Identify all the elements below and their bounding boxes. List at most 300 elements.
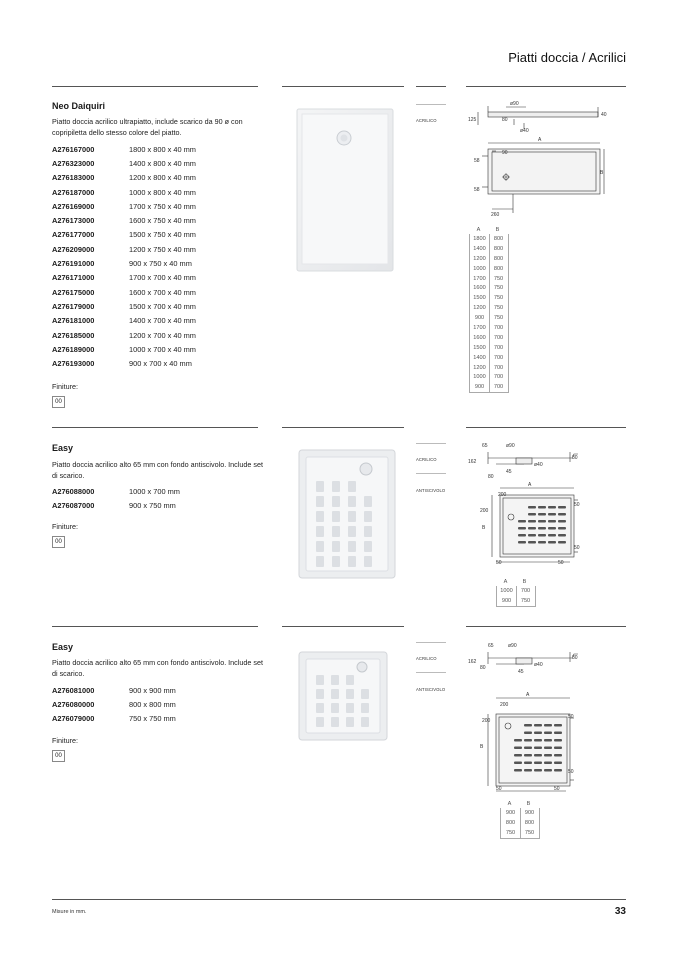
product-row (52, 356, 196, 370)
table-cell: 750 (505, 829, 516, 836)
product-code: A276081000 (52, 685, 95, 695)
product-code: A276191000 (52, 259, 95, 269)
dim-label: 200 (482, 718, 491, 724)
product-size: 800 x 800 mm (129, 699, 176, 709)
product-size: 1700 x 750 x 40 mm (129, 201, 196, 211)
table-cell: 1400 (473, 354, 486, 361)
product-code: A276080000 (52, 699, 95, 709)
table-cell: 1200 (473, 305, 486, 312)
finish-swatch[interactable]: 00 (52, 396, 65, 408)
dimension-table-header (496, 577, 536, 586)
dim-label: 50 (574, 502, 580, 508)
product-size: 1200 x 700 x 40 mm (129, 330, 196, 340)
antislip-pad (558, 506, 566, 509)
product-description: Piatto doccia acrilico alto 65 mm con fondo antiscivolo. Include set di scarico. (52, 658, 263, 678)
product-row (52, 156, 196, 170)
finish-label: Finiture: (52, 522, 78, 531)
antislip-pad (518, 527, 526, 530)
tag-material: ACRILICO (416, 457, 437, 462)
product-image-neo-daiquiri (296, 108, 394, 272)
antislip-pad (524, 754, 532, 757)
antislip-pad (554, 769, 562, 772)
antislip-pad (524, 769, 532, 772)
antislip-pad (346, 689, 354, 699)
dim-label: 65 (482, 443, 488, 449)
table-cell: 900 (524, 809, 535, 816)
antislip-pad (524, 762, 532, 765)
antislip-pad (346, 675, 354, 685)
product-size: 1500 x 700 x 40 mm (129, 301, 196, 311)
antislip-pad (316, 556, 324, 567)
dim-label: 65 (488, 643, 494, 649)
table-cell: 750 (493, 295, 504, 302)
table-cell: 1500 (473, 295, 486, 302)
antislip-pad (544, 724, 552, 727)
tag-divider (416, 642, 446, 643)
antislip-pad (544, 739, 552, 742)
product-row (52, 314, 196, 328)
antislip-pad (558, 541, 566, 544)
table-cell: 700 (493, 334, 504, 341)
dim-label: B (600, 170, 604, 176)
product-code-list (52, 142, 196, 371)
dim-label: 80 (488, 474, 494, 480)
antislip-pad (558, 520, 566, 523)
product-code: A276179000 (52, 301, 95, 311)
finish-label: Finiture: (52, 736, 78, 745)
antislip-pad (554, 754, 562, 757)
dim-label: 80 (480, 665, 486, 671)
antislip-pad (514, 754, 522, 757)
tag-divider (416, 672, 446, 673)
table-cell: 1600 (473, 285, 486, 292)
footer-note: Misure in mm. (52, 909, 87, 915)
product-code: A276169000 (52, 201, 95, 211)
product-row (52, 712, 176, 726)
product-row (52, 242, 196, 256)
dim-label: B (482, 525, 486, 531)
product-code: A276175000 (52, 287, 95, 297)
product-size: 1500 x 750 x 40 mm (129, 230, 196, 240)
antislip-pad (548, 541, 556, 544)
technical-drawing-3 (466, 640, 616, 798)
product-code: A276087000 (52, 500, 95, 510)
antislip-pad (331, 717, 339, 727)
dim-label: 162 (468, 459, 477, 465)
antislip-pad (364, 556, 372, 567)
antislip-pad (534, 732, 542, 735)
table-cell: 1200 (473, 364, 486, 371)
table-cell: 800 (493, 235, 504, 242)
product-code: A276171000 (52, 273, 95, 283)
product-row (52, 142, 196, 156)
dim-label: 50 (554, 786, 560, 792)
antislip-pad (528, 513, 536, 516)
dim-label: ø90 (506, 443, 515, 449)
dimension-table-header (469, 225, 509, 234)
antislip-pad (518, 541, 526, 544)
antislip-pad (544, 747, 552, 750)
dim-label: 200 (500, 702, 509, 708)
product-code: A276323000 (52, 158, 95, 168)
product-code: A276189000 (52, 344, 95, 354)
dim-label: 30 (572, 655, 578, 661)
table-cell: 700 (493, 324, 504, 331)
product-size: 900 x 750 mm (129, 500, 176, 510)
antislip-pad (548, 520, 556, 523)
product-row (52, 285, 196, 299)
antislip-pad (348, 556, 356, 567)
table-cell: 1800 (473, 235, 486, 242)
finish-label: Finiture: (52, 382, 78, 391)
product-size: 1400 x 800 x 40 mm (129, 158, 196, 168)
dimension-table-body (469, 234, 509, 393)
antislip-pad (514, 739, 522, 742)
dim-label: 30 (572, 455, 578, 461)
product-size: 1000 x 700 mm (129, 486, 180, 496)
product-code: A276177000 (52, 230, 95, 240)
table-cell: 700 (493, 344, 504, 351)
antislip-pad (524, 747, 532, 750)
table-cell: 900 (474, 315, 485, 322)
table-cell: 750 (493, 305, 504, 312)
antislip-pad (538, 506, 546, 509)
dim-label: ø90 (508, 643, 517, 649)
section-divider (466, 427, 626, 428)
product-size: 750 x 750 mm (129, 714, 176, 724)
antislip-pad (316, 689, 324, 699)
antislip-pad (554, 732, 562, 735)
technical-drawing-1 (466, 99, 616, 224)
antislip-pad (514, 747, 522, 750)
antislip-pad (346, 703, 354, 713)
product-row (52, 683, 176, 697)
table-cell: 1200 (473, 255, 486, 262)
section-divider (282, 626, 404, 627)
product-description: Piatto doccia acrilico ultrapiatto, include scarico da 90 ø con copripiletta dello stesso colore del piatto. (52, 117, 243, 137)
product-size: 1400 x 700 x 40 mm (129, 316, 196, 326)
antislip-pad (316, 717, 324, 727)
antislip-pad (538, 541, 546, 544)
product-row (52, 299, 196, 313)
antislip-pad (528, 506, 536, 509)
dim-label: A (528, 482, 532, 488)
antislip-pad (558, 513, 566, 516)
antislip-pad (528, 534, 536, 537)
antislip-pad (364, 541, 372, 552)
product-image-easy-square (298, 651, 388, 741)
antislip-pad (316, 511, 324, 522)
product-row (52, 484, 180, 498)
product-code: A276079000 (52, 714, 95, 724)
dimension-table (469, 225, 509, 393)
antislip-pad (332, 511, 340, 522)
dim-label: 45 (506, 469, 512, 475)
dim-label: B (480, 744, 484, 750)
product-title: Easy (52, 642, 74, 652)
dim-label: ø90 (510, 101, 519, 107)
product-row (52, 271, 196, 285)
dim-label: ø40 (520, 128, 529, 134)
dim-label: 200 (480, 508, 489, 514)
product-size: 1800 x 800 x 40 mm (129, 144, 196, 154)
antislip-pad (364, 526, 372, 537)
antislip-pad (544, 769, 552, 772)
table-cell: 1000 (473, 374, 486, 381)
antislip-pad (548, 534, 556, 537)
product-code-list (52, 683, 176, 726)
table-cell: 1400 (473, 245, 486, 252)
antislip-pad (518, 520, 526, 523)
antislip-pad (528, 541, 536, 544)
antislip-pad (361, 717, 369, 727)
antislip-pad (538, 527, 546, 530)
product-code: A276185000 (52, 330, 95, 340)
column-header: A (476, 226, 481, 233)
column-header: B (526, 800, 531, 807)
product-size: 1200 x 800 x 40 mm (129, 173, 196, 183)
antislip-pad (332, 526, 340, 537)
table-cell: 750 (493, 285, 504, 292)
dim-label: A (538, 137, 542, 143)
table-cell: 800 (493, 255, 504, 262)
antislip-pad (518, 534, 526, 537)
antislip-pad (332, 556, 340, 567)
column-header: A (503, 578, 508, 585)
product-size: 1000 x 700 x 40 mm (129, 344, 196, 354)
tag-antislip: ANTISCIVOLO (416, 488, 446, 493)
dim-label: A (526, 692, 530, 698)
antislip-pad (348, 481, 356, 492)
tag-material: ACRILICO (416, 656, 437, 661)
antislip-pad (332, 496, 340, 507)
table-cell: 800 (524, 819, 535, 826)
antislip-pad (316, 526, 324, 537)
footer-divider (52, 899, 626, 900)
antislip-pad (538, 520, 546, 523)
table-cell: 1000 (500, 587, 513, 594)
finish-swatch[interactable]: 00 (52, 536, 65, 548)
dim-label: 50 (568, 714, 574, 720)
table-cell: 750 (493, 315, 504, 322)
antislip-pad (348, 526, 356, 537)
antislip-pad (538, 534, 546, 537)
dim-label: 50 (496, 786, 502, 792)
antislip-pad (554, 724, 562, 727)
antislip-pad (514, 762, 522, 765)
antislip-pad (554, 747, 562, 750)
table-cell: 800 (493, 265, 504, 272)
antislip-pad (524, 739, 532, 742)
table-cell: 750 (524, 829, 535, 836)
product-image-easy-rect (298, 449, 396, 579)
antislip-pad (331, 703, 339, 713)
product-row (52, 171, 196, 185)
antislip-pad (544, 754, 552, 757)
antislip-pad (534, 724, 542, 727)
table-cell: 900 (474, 384, 485, 391)
antislip-pad (346, 717, 354, 727)
dimension-table-header (500, 799, 540, 808)
product-code: A276183000 (52, 173, 95, 183)
antislip-pad (544, 732, 552, 735)
antislip-pad (548, 513, 556, 516)
dim-label: 45 (518, 669, 524, 675)
section-divider (282, 86, 404, 87)
antislip-pad (364, 496, 372, 507)
table-cell: 1700 (473, 324, 486, 331)
dim-label: 58 (474, 158, 480, 164)
product-row (52, 213, 196, 227)
antislip-pad (534, 754, 542, 757)
dimension-table-body (496, 586, 536, 607)
product-size: 900 x 700 x 40 mm (129, 359, 192, 369)
table-cell: 1500 (473, 344, 486, 351)
product-code: A276187000 (52, 187, 95, 197)
table-cell: 700 (493, 364, 504, 371)
antislip-pad (534, 762, 542, 765)
antislip-pad (528, 520, 536, 523)
product-row (52, 498, 180, 512)
dim-label: ø40 (534, 662, 543, 668)
antislip-pad (331, 689, 339, 699)
antislip-pad (558, 534, 566, 537)
product-code: A276181000 (52, 316, 95, 326)
product-size: 900 x 750 x 40 mm (129, 259, 192, 269)
antislip-pad (534, 739, 542, 742)
dim-label: 40 (601, 112, 607, 118)
product-row (52, 342, 196, 356)
section-divider (466, 626, 626, 627)
product-code: A276088000 (52, 486, 95, 496)
column-divider (489, 234, 490, 392)
product-size: 1600 x 750 x 40 mm (129, 216, 196, 226)
technical-drawing-2 (466, 440, 616, 570)
table-cell: 700 (493, 374, 504, 381)
tag-divider (416, 443, 446, 444)
product-row (52, 256, 196, 270)
antislip-pad (316, 675, 324, 685)
tag-material: ACRILICO (416, 118, 437, 123)
section-divider (52, 86, 258, 87)
table-cell: 700 (493, 384, 504, 391)
product-description: Piatto doccia acrilico alto 65 mm con fondo antiscivolo. Include set di scarico. (52, 460, 263, 480)
antislip-pad (361, 689, 369, 699)
dimension-table-body (500, 808, 540, 839)
antislip-pad (524, 732, 532, 735)
antislip-pad (554, 762, 562, 765)
product-row (52, 228, 196, 242)
page-number: 33 (614, 906, 626, 917)
dim-label: 50 (568, 769, 574, 775)
antislip-pad (514, 769, 522, 772)
table-cell: 900 (505, 809, 516, 816)
product-code: A276193000 (52, 359, 95, 369)
section-divider (416, 86, 446, 87)
dim-label: 162 (468, 659, 477, 665)
column-header: A (507, 800, 512, 807)
dim-label: 80 (502, 117, 508, 123)
product-code: A276173000 (52, 216, 95, 226)
table-cell: 700 (493, 354, 504, 361)
dimension-table (496, 577, 536, 607)
section-divider (52, 626, 258, 627)
dim-label: 50 (496, 560, 502, 566)
dim-label: 50 (574, 545, 580, 551)
section-divider (466, 86, 626, 87)
dim-label: ø40 (534, 462, 543, 468)
antislip-pad (528, 527, 536, 530)
table-cell: 750 (493, 275, 504, 282)
product-size: 900 x 900 mm (129, 685, 176, 695)
page-title: Piatti doccia / Acrilici (508, 50, 626, 65)
tag-antislip: ANTISCIVOLO (416, 687, 446, 692)
antislip-pad (316, 703, 324, 713)
dim-label: 50 (558, 560, 564, 566)
column-divider (516, 586, 517, 606)
product-row (52, 697, 176, 711)
product-size: 1000 x 800 x 40 mm (129, 187, 196, 197)
antislip-pad (361, 703, 369, 713)
dim-label: 260 (491, 212, 500, 218)
table-cell: 750 (520, 597, 531, 604)
antislip-pad (538, 513, 546, 516)
column-header: B (495, 226, 500, 233)
antislip-pad (331, 675, 339, 685)
table-cell: 800 (493, 245, 504, 252)
dim-label: 90 (502, 150, 508, 156)
antislip-pad (348, 511, 356, 522)
antislip-pad (548, 506, 556, 509)
antislip-pad (554, 739, 562, 742)
section-divider (52, 427, 258, 428)
antislip-pad (316, 481, 324, 492)
antislip-pad (534, 747, 542, 750)
antislip-pad (348, 541, 356, 552)
column-divider (520, 808, 521, 838)
antislip-pad (316, 541, 324, 552)
product-code: A276167000 (52, 144, 95, 154)
product-code-list (52, 484, 180, 513)
product-row (52, 199, 196, 213)
antislip-pad (316, 496, 324, 507)
tag-divider (416, 473, 446, 474)
table-cell: 800 (505, 819, 516, 826)
antislip-pad (534, 769, 542, 772)
product-size: 1200 x 750 x 40 mm (129, 244, 196, 254)
table-cell: 1000 (473, 265, 486, 272)
dim-label: 200 (498, 492, 507, 498)
product-code: A276209000 (52, 244, 95, 254)
dimension-table (500, 799, 540, 839)
table-cell: 700 (520, 587, 531, 594)
product-row (52, 185, 196, 199)
product-title: Easy (52, 443, 74, 453)
table-cell: 1700 (473, 275, 486, 282)
product-size: 1700 x 700 x 40 mm (129, 273, 196, 283)
column-header: B (522, 578, 527, 585)
antislip-pad (544, 762, 552, 765)
dim-label: 58 (474, 187, 480, 193)
table-cell: 1600 (473, 334, 486, 341)
antislip-pad (348, 496, 356, 507)
antislip-pad (524, 724, 532, 727)
antislip-pad (332, 481, 340, 492)
antislip-pad (364, 511, 372, 522)
section-divider (282, 427, 404, 428)
product-size: 1600 x 700 x 40 mm (129, 287, 196, 297)
finish-swatch[interactable]: 00 (52, 750, 65, 762)
